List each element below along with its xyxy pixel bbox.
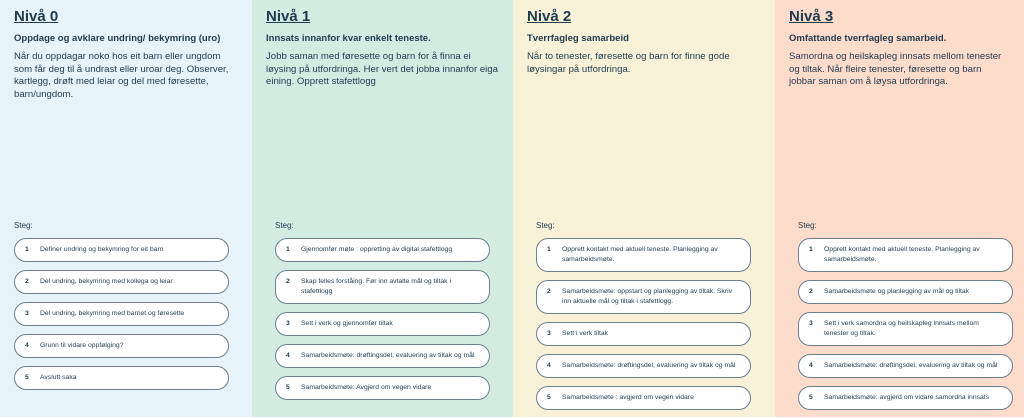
- step-item[interactable]: [536, 322, 751, 346]
- step-item[interactable]: [536, 280, 751, 314]
- step-text: Sett i verk og gjennomfør tiltak: [301, 320, 393, 327]
- step-number: 5: [25, 374, 29, 381]
- level-subtitle: Oppdage og avklare undring/ bekymring (uro): [14, 33, 221, 44]
- step-text: Samarbeidsmøte: drøftingsdel, evaluering av tiltak og mål: [562, 362, 736, 369]
- step-text: Samarbeidsmøte: drøftingsdel, evaluering av tiltak og mål: [824, 362, 998, 369]
- step-number: 5: [547, 394, 551, 401]
- step-item[interactable]: [275, 344, 490, 368]
- level-title[interactable]: Nivå 1: [266, 8, 311, 25]
- step-item[interactable]: [14, 302, 229, 326]
- step-item[interactable]: [798, 312, 1013, 346]
- step-text: Samarbeidsmøte og planlegging av mål og tiltak: [824, 288, 970, 295]
- step-item[interactable]: [14, 238, 229, 262]
- step-item[interactable]: [798, 386, 1013, 410]
- steps-list: [536, 238, 751, 418]
- step-number: 3: [286, 320, 290, 327]
- step-number: 2: [25, 278, 29, 285]
- step-number: 4: [25, 342, 29, 349]
- step-item[interactable]: [275, 270, 490, 304]
- level-description: Når du oppdagar noko hos eit barn eller ungdom som får deg til å undrast eller uroar deg. Observer, kartlegg, drøft med leiar og del med føresette, barn/ungdom.: [14, 51, 229, 100]
- step-text: Opprett kontakt med aktuell teneste. Planlegging av samarbeidsmøte.: [562, 246, 718, 263]
- step-text: Samarbeidsmøte : avgjerd om vegen vidare: [562, 394, 694, 401]
- column-level-3: [775, 0, 1024, 417]
- steps-list: [275, 238, 490, 408]
- step-text: Del undring, bekymring med barnet og føresette: [40, 310, 185, 317]
- level-subtitle: Omfattande tverrfagleg samarbeid.: [789, 33, 947, 44]
- step-item[interactable]: [798, 280, 1013, 304]
- level-description: Når to tenester, føresette og barn for finne gode løysingar på utfordringa.: [527, 51, 730, 75]
- step-text: Samarbeidsmøte: oppstart og planlegging av tiltak. Skriv inn aktuelle mål og tiltak i stafettlogg.: [562, 288, 733, 305]
- step-text: Sett i verk tiltak: [562, 330, 609, 337]
- step-number: 1: [286, 246, 290, 253]
- step-item[interactable]: [275, 376, 490, 400]
- step-number: 2: [286, 278, 290, 285]
- steps-list: [798, 238, 1013, 418]
- level-description: Jobb saman med føresette og barn for å finna ei løysing på utfordringa. Her vert det jobba innanfor eiga eining. Opprett stafettlogg: [266, 51, 498, 87]
- steps-label: Steg:: [798, 221, 817, 230]
- step-number: 3: [809, 320, 813, 327]
- step-text: Samarbeidsmøte: Avgjerd om vegen vidare: [301, 384, 432, 391]
- step-text: Gjennomfør møte : oppretting av digital stafettlogg: [301, 246, 453, 253]
- step-text: Sett i verk samordna og heilskapleg innsats mellom tenester og tiltak.: [824, 320, 979, 337]
- step-item[interactable]: [275, 238, 490, 262]
- step-number: 1: [547, 246, 551, 253]
- step-number: 3: [25, 310, 29, 317]
- step-text: Definer undring og bekymring for eit barn: [40, 246, 164, 253]
- step-number: 4: [809, 362, 813, 369]
- level-title[interactable]: Nivå 3: [789, 8, 834, 25]
- step-number: 1: [25, 246, 29, 253]
- level-description: Samordna og heilskapleg innsats mellom tenester og tiltak. Når fleire tenester, føresette og barn jobbar saman om å løysa utfordringa.: [789, 51, 1002, 87]
- step-text: Opprett kontakt med aktuell teneste. Planlegging av samarbeidsmøte.: [824, 246, 980, 263]
- step-number: 2: [547, 288, 551, 295]
- step-item[interactable]: [536, 386, 751, 410]
- level-subtitle: Innsats innanfor kvar enkelt teneste.: [266, 33, 431, 44]
- step-number: 4: [547, 362, 551, 369]
- step-text: Skap felles forståing. Før inn avtalte mål og tiltak i stafettlogg: [301, 278, 451, 295]
- level-title[interactable]: Nivå 2: [527, 8, 572, 25]
- step-text: Samarbeidsmøte: avgjerd om vidare samordna innsats: [824, 394, 990, 401]
- step-item[interactable]: [275, 312, 490, 336]
- step-text: Avslutt saka: [40, 374, 77, 381]
- step-number: 5: [286, 384, 290, 391]
- step-text: Samarbeidsmøte: drøftingsdel, evaluering av tiltak og mål: [301, 352, 475, 359]
- steps-label: Steg:: [536, 221, 555, 230]
- level-subtitle: Tverrfagleg samarbeid: [527, 33, 629, 44]
- step-number: 4: [286, 352, 290, 359]
- step-item[interactable]: [536, 238, 751, 272]
- step-number: 3: [547, 330, 551, 337]
- steps-label: Steg:: [14, 221, 33, 230]
- step-text: Grunn til vidare oppfølging?: [40, 342, 124, 349]
- step-item[interactable]: [798, 354, 1013, 378]
- step-item[interactable]: [536, 354, 751, 378]
- step-number: 1: [809, 246, 813, 253]
- step-number: 2: [809, 288, 813, 295]
- step-item[interactable]: [14, 366, 229, 390]
- level-title[interactable]: Nivå 0: [14, 8, 59, 25]
- step-item[interactable]: [14, 334, 229, 358]
- step-item[interactable]: [798, 238, 1013, 272]
- column-level-2: [513, 0, 775, 417]
- steps-list: [14, 238, 229, 398]
- column-level-0: [0, 0, 252, 417]
- step-item[interactable]: [14, 270, 229, 294]
- steps-label: Steg:: [275, 221, 294, 230]
- step-text: Del undring, bekymring med kollega og leiar: [40, 278, 173, 285]
- column-level-1: [252, 0, 513, 417]
- step-number: 5: [809, 394, 813, 401]
